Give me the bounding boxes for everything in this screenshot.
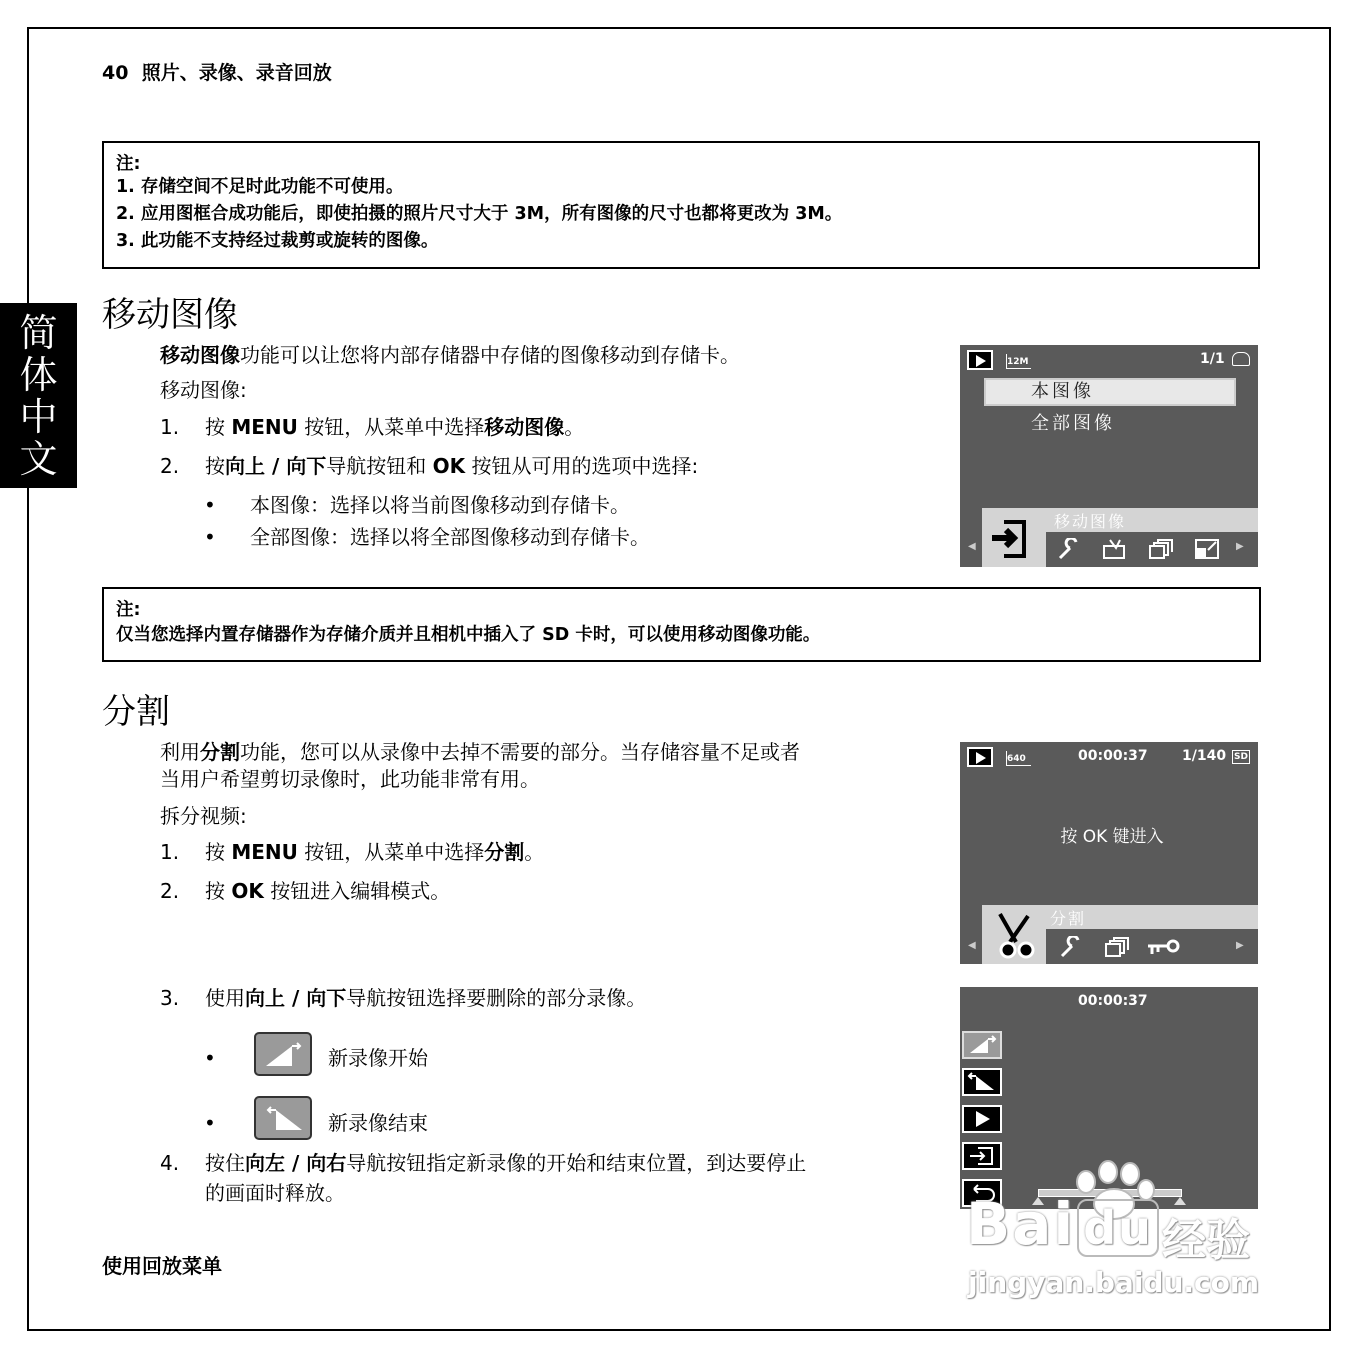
- left-arrow-icon[interactable]: ◀: [968, 940, 976, 951]
- new-start-icon: [254, 1032, 312, 1076]
- watermark-cn: 经验: [1162, 1215, 1250, 1266]
- bullet-dot: •: [204, 1046, 216, 1070]
- split-step-4-cont: 的画面时释放。: [205, 1181, 345, 1205]
- resolution-icon: 12M: [1006, 354, 1031, 369]
- menu-label: 移动图像: [1054, 512, 1127, 531]
- language-tab: [0, 303, 77, 488]
- video-time: 00:00:37: [1078, 748, 1148, 764]
- video-time: 00:00:37: [1078, 993, 1148, 1009]
- play-icon[interactable]: [962, 1105, 1002, 1133]
- step-number: 2.: [160, 879, 180, 903]
- left-arrow-icon[interactable]: ◀: [968, 541, 976, 552]
- step-number: 1.: [160, 415, 180, 439]
- split-sub: 拆分视频:: [160, 804, 247, 828]
- split-step-4: 按住向左 / 向右导航按钮指定新录像的开始和结束位置，到达要停止: [205, 1151, 807, 1175]
- move-image-icon: [982, 510, 1046, 566]
- print-icon: [1102, 538, 1128, 560]
- section-title: 照片、录像、录音回放: [141, 62, 332, 84]
- right-arrow-icon[interactable]: ▶: [1236, 541, 1244, 552]
- bullet-dot: •: [204, 493, 216, 517]
- language-char: 体: [19, 352, 58, 397]
- camera-screen-move: [960, 345, 1258, 567]
- split-step-1: 按 MENU 按钮，从菜单中选择分割。: [205, 840, 545, 864]
- resize-icon: [1194, 538, 1220, 560]
- step-number: 2.: [160, 454, 180, 478]
- bullet-new-start: 新录像开始: [328, 1046, 428, 1070]
- footer-heading: 使用回放菜单: [102, 1254, 222, 1278]
- video-counter: 1/140: [1182, 748, 1227, 764]
- note-line: 2. 应用图框合成功能后，即使拍摄的照片尺寸大于 3M，所有图像的尺寸也都将更改为 3M。: [116, 204, 843, 224]
- video-resolution-icon: 640: [1006, 751, 1031, 766]
- watermark-brand: Bai du: [966, 1190, 1159, 1258]
- split-step-3: 使用向上 / 向下导航按钮选择要删除的部分录像。: [205, 986, 647, 1010]
- section-heading-move: 移动图像: [102, 295, 238, 335]
- step-number: 3.: [160, 986, 180, 1010]
- new-start-icon[interactable]: [962, 1031, 1002, 1059]
- frames-icon: [1104, 936, 1130, 958]
- memory-icon: [1232, 352, 1250, 366]
- note-box-2: [102, 587, 1261, 662]
- option-this-image[interactable]: 本图像: [984, 378, 1236, 406]
- note-title: 注:: [116, 154, 141, 174]
- play-icon: [967, 747, 993, 767]
- image-counter: 1/1: [1200, 351, 1225, 367]
- note-line: 3. 此功能不支持经过裁剪或旋转的图像。: [116, 231, 439, 251]
- play-icon: [967, 350, 993, 370]
- key-icon: [1146, 938, 1182, 956]
- menu-label: 分割: [1050, 909, 1087, 928]
- split-step-2: 按 OK 按钮进入编辑模式。: [205, 879, 451, 903]
- page-header: [102, 58, 332, 85]
- bullet-new-end: 新录像结束: [328, 1111, 428, 1135]
- option-all-images[interactable]: 全部图像: [1031, 413, 1115, 434]
- move-sub: 移动图像:: [160, 378, 247, 402]
- bullet-dot: •: [204, 525, 216, 549]
- note-title: 注:: [116, 600, 141, 620]
- note-line: 仅当您选择内置存储器作为存储介质并且相机中插入了 SD 卡时，可以使用移动图像功能。: [116, 625, 821, 645]
- move-bullet: 本图像：选择以将当前图像移动到存储卡。: [250, 493, 630, 517]
- frames-icon: [1148, 538, 1174, 560]
- move-intro: 移动图像功能可以让您将内部存储器中存储的图像移动到存储卡。: [160, 343, 740, 367]
- split-intro-2: 当用户希望剪切录像时，此功能非常有用。: [160, 767, 540, 791]
- split-intro-1: 利用分割功能，您可以从录像中去掉不需要的部分。当存储容量不足或者: [160, 740, 800, 764]
- move-step-1: 按 MENU 按钮，从菜单中选择移动图像。: [205, 415, 585, 439]
- language-char: 文: [19, 436, 58, 481]
- camera-screen-split: [960, 742, 1258, 964]
- step-number: 1.: [160, 840, 180, 864]
- language-char: 中: [19, 394, 58, 439]
- wrench-icon: [1058, 936, 1082, 958]
- sd-card-icon: SD: [1232, 750, 1250, 764]
- note-box-1: [102, 141, 1260, 269]
- bullet-dot: •: [204, 1111, 216, 1135]
- language-char: 简: [19, 310, 58, 355]
- watermark: [966, 1160, 1296, 1310]
- right-arrow-icon[interactable]: ▶: [1236, 940, 1244, 951]
- page-number: 40: [102, 62, 129, 84]
- ok-prompt: 按 OK 键进入: [1060, 827, 1164, 847]
- move-bullet: 全部图像：选择以将全部图像移动到存储卡。: [250, 525, 650, 549]
- section-heading-split: 分割: [102, 692, 170, 732]
- note-line: 1. 存储空间不足时此功能不可使用。: [116, 177, 404, 197]
- watermark-url: jingyan.baidu.com: [968, 1266, 1260, 1299]
- move-step-2: 按向上 / 向下导航按钮和 OK 按钮从可用的选项中选择:: [205, 454, 699, 478]
- step-number: 4.: [160, 1151, 180, 1175]
- new-end-icon: [254, 1096, 312, 1140]
- new-end-icon[interactable]: [962, 1068, 1002, 1096]
- scissors-icon: [986, 908, 1044, 962]
- wrench-icon: [1056, 538, 1080, 560]
